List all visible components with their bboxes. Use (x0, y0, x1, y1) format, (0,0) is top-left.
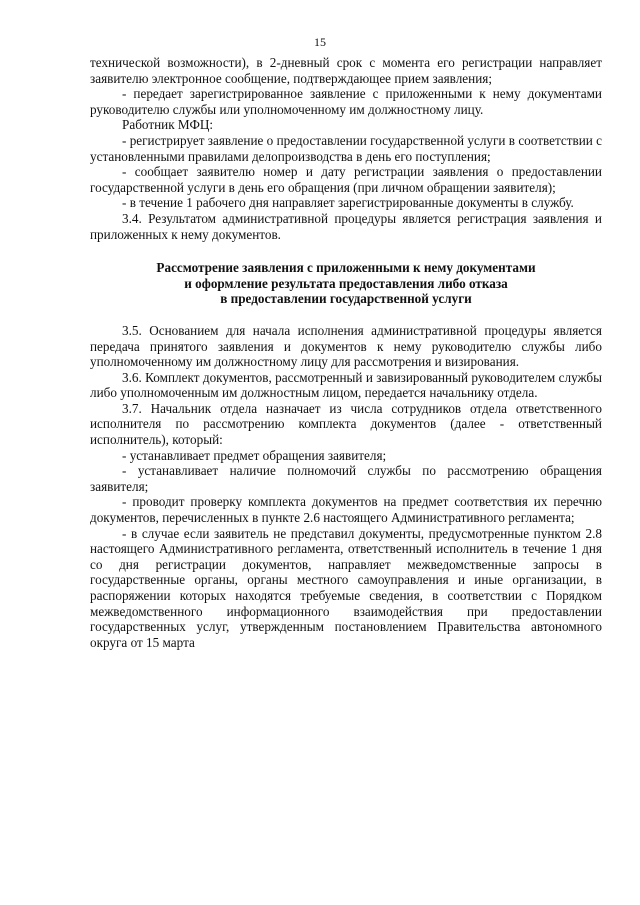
paragraph-informs: - сообщает заявителю номер и дату регистрации заявления о предоставлении государственной услуги в день его обращения (при личном обращении заявителя); (90, 164, 602, 195)
paragraph-continuation: технической возможности), в 2-дневный срок с момента его регистрации направляет заявителю электронное сообщение, подтверждающее прием заявления; (90, 55, 602, 86)
document-body (90, 55, 602, 650)
list-item: - устанавливает наличие полномочий службы по рассмотрению обращения заявителя; (90, 463, 602, 494)
section-heading-line-3: в предоставлении государственной услуги (220, 291, 472, 307)
list-item: - устанавливает предмет обращения заявителя; (122, 447, 387, 463)
paragraph-transfer: - передает зарегистрированное заявление с приложенными к нему документами руководителю службы или уполномоченному им должностному лицу. (90, 86, 602, 117)
page-number: 15 (314, 35, 326, 49)
paragraph-sends: - в течение 1 рабочего дня направляет зарегистрированные документы в службу. (122, 195, 574, 211)
paragraph-mfc-worker: Работник МФЦ: (122, 117, 214, 133)
paragraph-3-4: 3.4. Результатом административной процедуры является регистрация заявления и приложенных к нему документов. (90, 210, 602, 242)
section-heading-line-1: Рассмотрение заявления с приложенными к нему документами (156, 260, 536, 276)
spacer (90, 242, 602, 260)
paragraph-3-6: 3.6. Комплект документов, рассмотренный и завизированный руководителем службы либо уполномоченным им должностным лицом, передается начальнику отдела. (90, 369, 602, 401)
list-item: - в случае если заявитель не представил документы, предусмотренные пунктом 2.8 настоящего Административного регламента, ответственный исполнитель в течение 1 дня со дня регистрации документов, направляет межведомственные запросы в государственные органы, органы местного самоуправления и иные организации, в распоряжении которых находятся требуемые сведения, в соответствии с Порядком межведомственного информационного взаимодействия при предоставлении государственных услуг, утвержденным постановлением Правительства автономного округа от 15 марта (90, 525, 602, 650)
paragraph-registers: - регистрирует заявление о предоставлении государственной услуги в соответствии с установленными правилами делопроизводства в день его поступления; (90, 132, 602, 164)
list-item: - проводит проверку комплекта документов на предмет соответствия их перечню документов, перечисленных в пункте 2.6 настоящего Административного регламента; (90, 494, 602, 526)
section-heading-line-2: и оформление результата предоставления либо отказа (184, 275, 508, 291)
spacer (90, 307, 602, 323)
paragraph-3-7: 3.7. Начальник отдела назначает из числа сотрудников отдела ответственного исполнителя по рассмотрению комплекта документов (далее - ответственный исполнитель), который: (90, 400, 602, 448)
paragraph-3-5: 3.5. Основанием для начала исполнения административной процедуры является передача принятого заявления и документов к нему руководителю службы либо уполномоченному им должностному лицу для рассмотрения и визирования. (90, 322, 602, 370)
